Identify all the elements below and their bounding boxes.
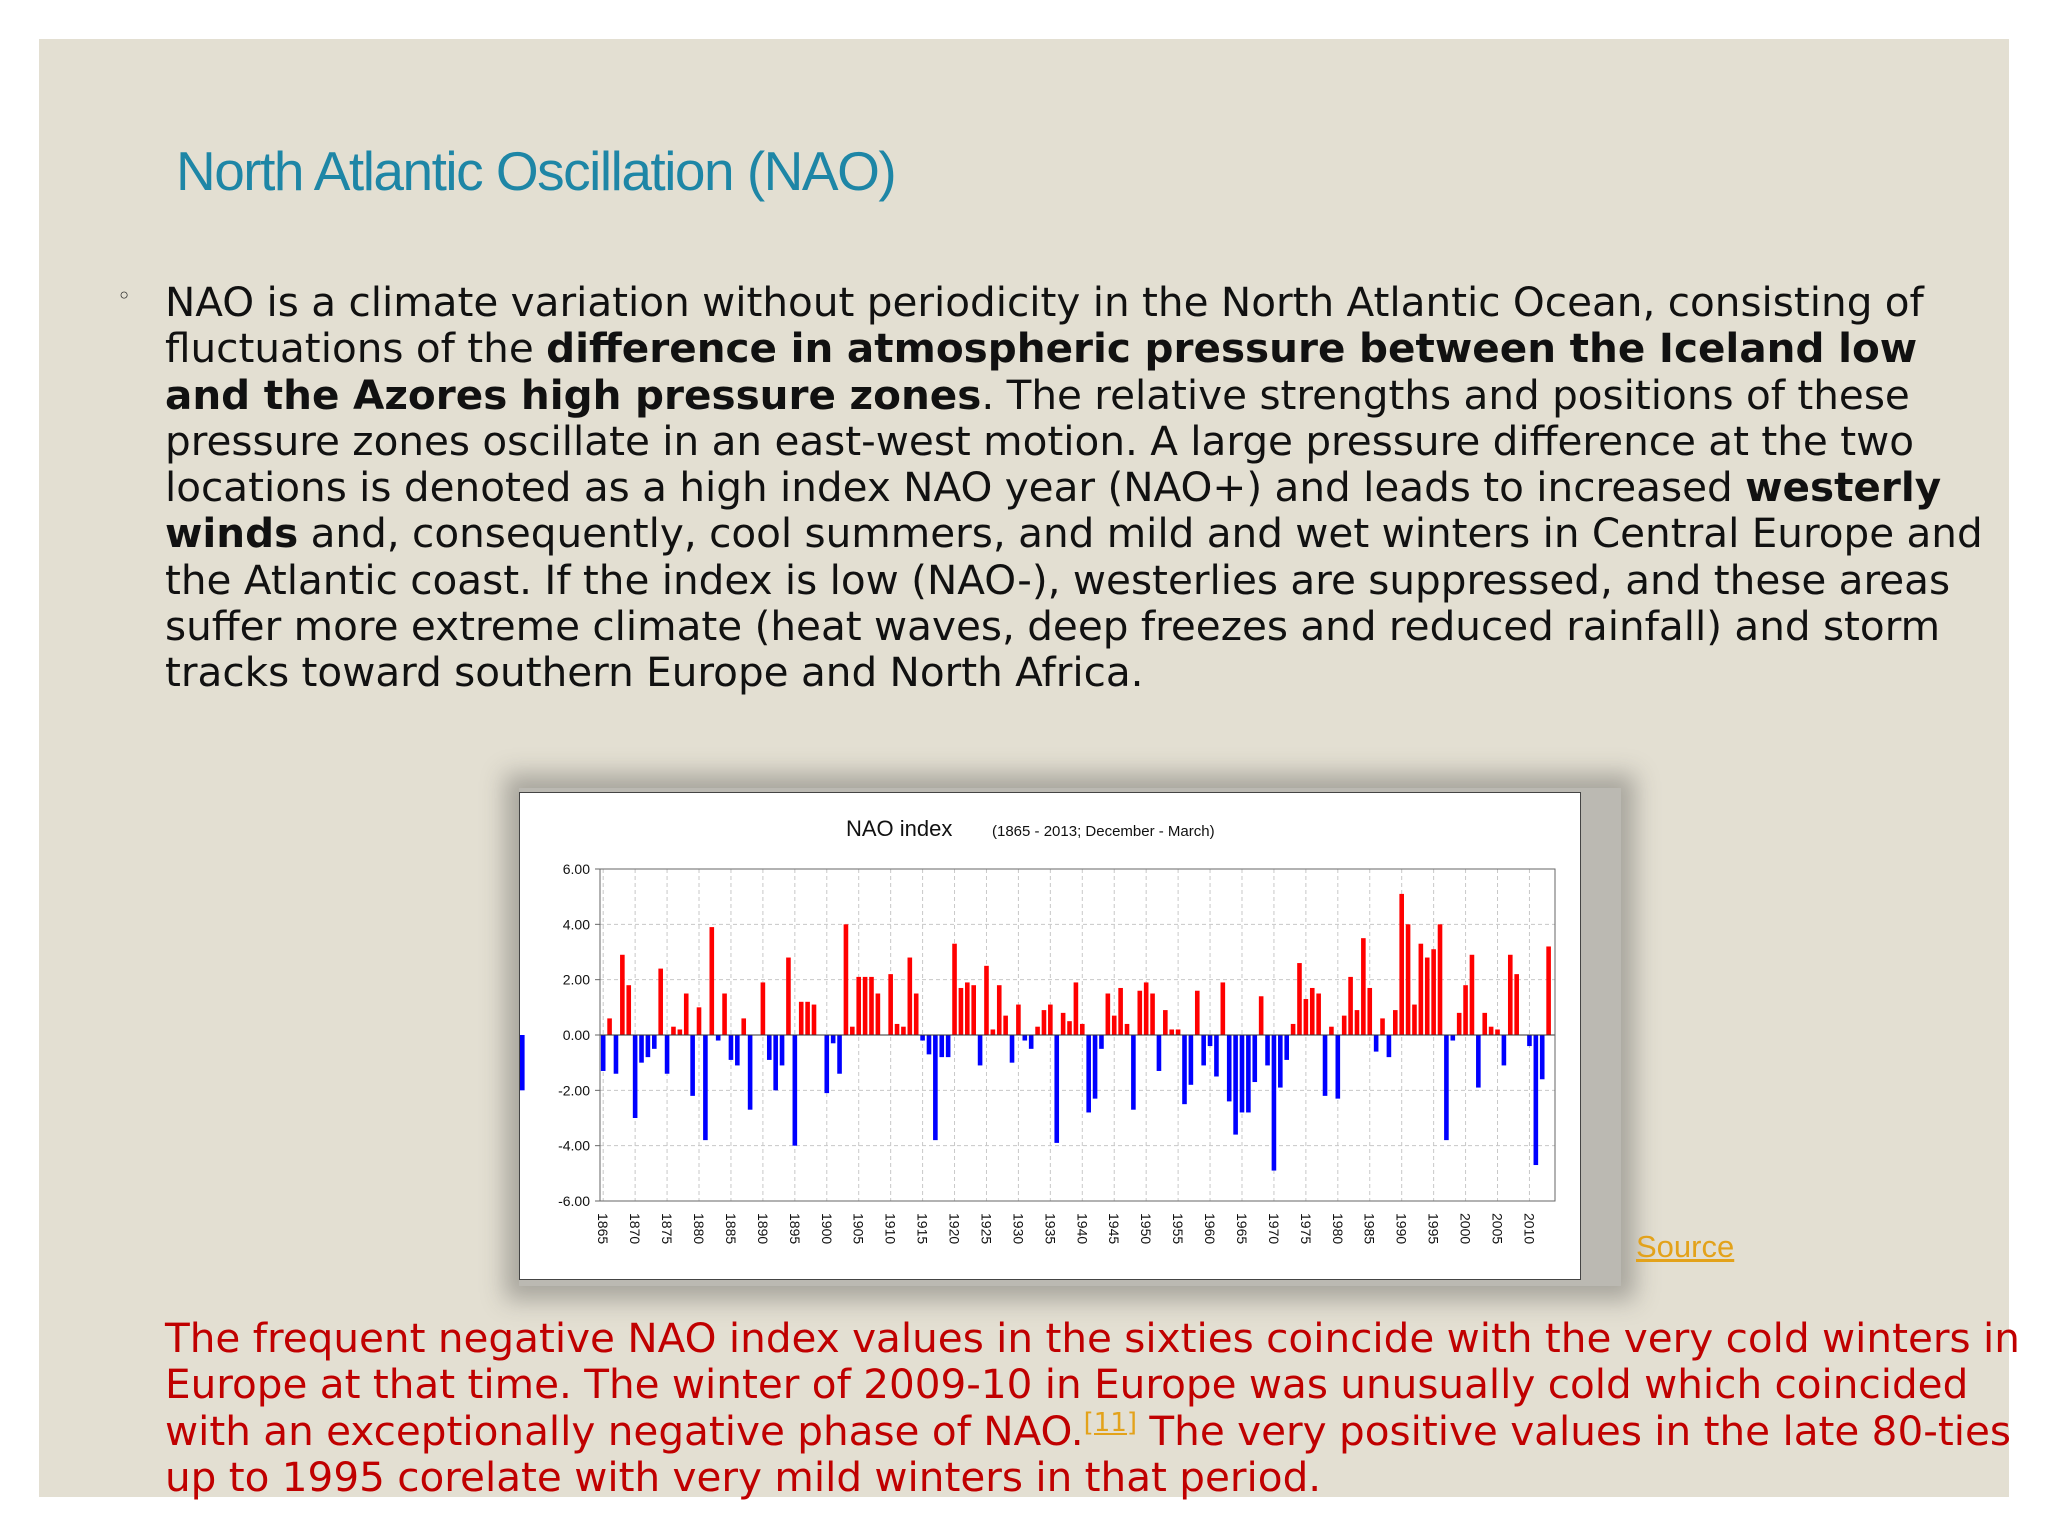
bullet-marker: ◦ bbox=[117, 282, 132, 310]
y-tick-label: 0.00 bbox=[562, 1027, 590, 1043]
nao-bar-1866 bbox=[607, 1018, 612, 1035]
x-tick-label: 1930 bbox=[1010, 1213, 1027, 1245]
nao-bar-1893 bbox=[780, 1035, 785, 1065]
nao-bar-1874 bbox=[658, 969, 663, 1035]
x-tick-label: 2005 bbox=[1489, 1213, 1506, 1245]
nao-bar-1946 bbox=[1118, 988, 1123, 1035]
nao-bar-1898 bbox=[812, 1005, 817, 1035]
nao-bar-1925 bbox=[984, 966, 989, 1035]
nao-bar-1948 bbox=[1131, 1035, 1136, 1110]
body-text-run: . The relative strengths and positions of these pressure zones oscillate in an east-west motion. A large pressure difference at the two locations is denoted as a high index NAO year (NAO+) and leads to increased bbox=[165, 370, 1915, 512]
nao-bar-1901 bbox=[831, 1035, 836, 1043]
nao-bar-1992 bbox=[1412, 1005, 1417, 1035]
x-tick-label: 1890 bbox=[754, 1213, 771, 1245]
body-bold-run: difference in atmospheric pressure between the Iceland low and the Azores high pressure zones bbox=[165, 324, 1918, 419]
chart-subtitle: (1865 - 2013; December - March) bbox=[992, 823, 1215, 840]
nao-bar-1871 bbox=[639, 1035, 644, 1063]
nao-bar-2002 bbox=[1476, 1035, 1481, 1088]
nao-bar-1999 bbox=[1457, 1013, 1462, 1035]
nao-bar-1955 bbox=[1176, 1029, 1181, 1035]
nao-bar-1882 bbox=[709, 927, 714, 1035]
nao-bar-1953 bbox=[1163, 1010, 1168, 1035]
nao-bar-1983 bbox=[1355, 1010, 1360, 1035]
nao-bar-1957 bbox=[1189, 1035, 1194, 1085]
nao-bar-2013 bbox=[1546, 946, 1551, 1035]
nao-bar-2005 bbox=[1495, 1029, 1500, 1035]
nao-bar-1939 bbox=[1074, 982, 1079, 1035]
y-tick-label: 4.00 bbox=[562, 916, 590, 933]
body-text-run: and, consequently, cool summers, and mild and wet winters in Central Europe and the Atlantic coast. If the index is low (NAO-), westerlies are suppressed, and these areas suffer more extreme climate (heat waves, deep freezes and reduced rainfall) and storm tracks toward southern Europe and North Africa. bbox=[165, 509, 1983, 697]
nao-bar-1935 bbox=[1048, 1005, 1053, 1035]
nao-bar-1975 bbox=[1304, 999, 1309, 1035]
source-link[interactable]: Source bbox=[1636, 1229, 1735, 1264]
nao-bar-1908 bbox=[876, 994, 881, 1036]
x-tick-label: 1920 bbox=[946, 1213, 963, 1245]
nao-bar-1959 bbox=[1201, 1035, 1206, 1065]
nao-bar-1954 bbox=[1169, 1029, 1174, 1035]
nao-bar-1944 bbox=[1106, 994, 1111, 1036]
nao-bar-1915 bbox=[920, 1035, 925, 1041]
x-tick-label: 1975 bbox=[1297, 1213, 1314, 1245]
nao-bar-1974 bbox=[1297, 963, 1302, 1035]
nao-bar-1873 bbox=[652, 1035, 657, 1049]
nao-bar-1942 bbox=[1093, 1035, 1098, 1099]
nao-bar-1907 bbox=[869, 977, 874, 1035]
x-tick-label: 1865 bbox=[595, 1213, 612, 1245]
nao-bar-1956 bbox=[1182, 1035, 1187, 1104]
nao-bar-1963 bbox=[1227, 1035, 1232, 1101]
nao-bar-1952 bbox=[1157, 1035, 1162, 1071]
nao-bar-1924 bbox=[978, 1035, 983, 1065]
nao-bar-1884 bbox=[722, 994, 727, 1036]
y-tick-label: -2.00 bbox=[558, 1082, 590, 1099]
note-text-main: The frequent negative NAO index values in the sixties coincide with the very cold winters in Europe at that time. The winter of 2009-10 in Europe was unusually cold which coincided with an exceptionally negative phase of NAO. bbox=[165, 1314, 2020, 1455]
nao-bar-2000 bbox=[1463, 985, 1468, 1035]
nao-bar-1932 bbox=[1029, 1035, 1034, 1049]
nao-bar-1922 bbox=[965, 982, 970, 1035]
y-tick-label: 2.00 bbox=[562, 971, 590, 988]
nao-bar-2001 bbox=[1470, 955, 1475, 1035]
nao-bar-1876 bbox=[671, 1027, 676, 1035]
note-paragraph bbox=[165, 1315, 2025, 1500]
nao-bar-1980 bbox=[1336, 1035, 1341, 1099]
reference-link[interactable]: [11] bbox=[1083, 1407, 1138, 1438]
nao-bar-1892 bbox=[773, 1035, 778, 1090]
nao-bar-1890 bbox=[761, 982, 766, 1035]
nao-bar-1887 bbox=[741, 1018, 746, 1035]
nao-bar-1919 bbox=[946, 1035, 951, 1057]
nao-bar-1979 bbox=[1329, 1027, 1334, 1035]
nao-bar-1895 bbox=[793, 1035, 798, 1146]
nao-bar-1905 bbox=[856, 977, 861, 1035]
x-tick-label: 1910 bbox=[882, 1213, 899, 1245]
x-tick-label: 1900 bbox=[818, 1213, 835, 1245]
nao-bar-1916 bbox=[927, 1035, 932, 1054]
nao-bar-1897 bbox=[805, 1002, 810, 1035]
nao-bar-1997 bbox=[1444, 1035, 1449, 1140]
nao-bar-1880 bbox=[697, 1007, 702, 1035]
nao-bar-1929 bbox=[1010, 1035, 1015, 1063]
nao-bar-1978 bbox=[1323, 1035, 1328, 1096]
nao-bar-1881 bbox=[703, 1035, 708, 1140]
x-tick-label: 1905 bbox=[850, 1213, 867, 1245]
nao-bar-1928 bbox=[1003, 1016, 1008, 1035]
nao-bar-1994 bbox=[1425, 958, 1430, 1035]
nao-bar-1910 bbox=[888, 974, 893, 1035]
x-tick-label: 1940 bbox=[1074, 1213, 1091, 1245]
x-tick-label: 1960 bbox=[1202, 1213, 1219, 1245]
nao-bar-1906 bbox=[863, 977, 868, 1035]
x-tick-label: 1990 bbox=[1393, 1213, 1410, 1245]
nao-bar-1984 bbox=[1361, 938, 1366, 1035]
nao-bar-1943 bbox=[1099, 1035, 1104, 1049]
nao-bar-1912 bbox=[901, 1027, 906, 1035]
nao-bar-1903 bbox=[844, 924, 849, 1035]
nao-bar-1883 bbox=[716, 1035, 721, 1041]
nao-bar-1933 bbox=[1035, 1027, 1040, 1035]
nao-bar-1875 bbox=[665, 1035, 670, 1074]
nao-bar-1981 bbox=[1342, 1016, 1347, 1035]
nao-bar-1938 bbox=[1067, 1021, 1072, 1035]
x-tick-label: 1995 bbox=[1425, 1213, 1442, 1245]
nao-bar-1945 bbox=[1112, 1016, 1117, 1035]
body-paragraph bbox=[165, 279, 2005, 696]
nao-bar-1918 bbox=[939, 1035, 944, 1057]
nao-bar-1927 bbox=[997, 985, 1002, 1035]
x-tick-label: 1985 bbox=[1361, 1213, 1378, 1245]
x-tick-label: 1965 bbox=[1233, 1213, 1250, 1245]
nao-bar-1951 bbox=[1150, 994, 1155, 1036]
nao-bar-undefined bbox=[520, 1035, 525, 1090]
nao-bar-1888 bbox=[748, 1035, 753, 1110]
nao-bar-1886 bbox=[735, 1035, 740, 1065]
nao-bar-1931 bbox=[1022, 1035, 1027, 1041]
x-tick-label: 2010 bbox=[1521, 1213, 1538, 1245]
nao-bar-2010 bbox=[1527, 1035, 1532, 1046]
x-tick-label: 1870 bbox=[627, 1213, 644, 1245]
nao-bar-1936 bbox=[1054, 1035, 1059, 1143]
body-text-run: NAO is a climate variation without periodicity in the North Atlantic Ocean, consisting of fluctuations of the bbox=[165, 278, 1924, 373]
nao-bar-1885 bbox=[729, 1035, 734, 1060]
nao-bar-1989 bbox=[1393, 1010, 1398, 1035]
nao-bar-1934 bbox=[1042, 1010, 1047, 1035]
x-tick-label: 1955 bbox=[1170, 1213, 1187, 1245]
x-tick-label: 1925 bbox=[978, 1213, 995, 1245]
nao-bar-2004 bbox=[1489, 1027, 1494, 1035]
nao-bar-1958 bbox=[1195, 991, 1200, 1035]
y-tick-label: 6.00 bbox=[562, 861, 590, 877]
nao-bar-1961 bbox=[1214, 1035, 1219, 1077]
nao-bar-1937 bbox=[1061, 1013, 1066, 1035]
x-tick-label: 1945 bbox=[1106, 1213, 1123, 1245]
nao-bar-1920 bbox=[952, 944, 957, 1035]
nao-bar-1991 bbox=[1406, 924, 1411, 1035]
nao-bar-1973 bbox=[1291, 1024, 1296, 1035]
nao-bar-1969 bbox=[1265, 1035, 1270, 1065]
x-tick-label: 1895 bbox=[786, 1213, 803, 1245]
nao-bar-1877 bbox=[678, 1029, 683, 1035]
slide bbox=[39, 39, 2020, 1501]
nao-bar-1988 bbox=[1387, 1035, 1392, 1057]
nao-bar-1904 bbox=[850, 1027, 855, 1035]
slide-title: North Atlantic Oscillation (NAO) bbox=[176, 140, 896, 202]
nao-bar-1982 bbox=[1348, 977, 1353, 1035]
x-tick-label: 1935 bbox=[1042, 1213, 1059, 1245]
nao-bar-1966 bbox=[1246, 1035, 1251, 1112]
nao-bar-1914 bbox=[914, 994, 919, 1036]
nao-bar-1949 bbox=[1137, 991, 1142, 1035]
nao-bar-1950 bbox=[1144, 982, 1149, 1035]
y-tick-label: -4.00 bbox=[558, 1137, 590, 1154]
nao-bar-1879 bbox=[690, 1035, 695, 1096]
nao-bar-2003 bbox=[1482, 1013, 1487, 1035]
x-tick-label: 1880 bbox=[691, 1213, 708, 1245]
nao-bar-1917 bbox=[933, 1035, 938, 1140]
nao-bar-1941 bbox=[1086, 1035, 1091, 1112]
nao-bar-1926 bbox=[991, 1029, 996, 1035]
x-tick-label: 1915 bbox=[914, 1213, 931, 1245]
nao-bar-2011 bbox=[1534, 1035, 1539, 1165]
nao-bar-1902 bbox=[837, 1035, 842, 1074]
nao-bar-1867 bbox=[614, 1035, 619, 1074]
nao-bar-1868 bbox=[620, 955, 625, 1035]
nao-bar-1878 bbox=[684, 994, 689, 1036]
nao-bar-2008 bbox=[1514, 974, 1519, 1035]
nao-bar-1971 bbox=[1278, 1035, 1283, 1088]
nao-bar-1940 bbox=[1080, 1024, 1085, 1035]
nao-bar-2012 bbox=[1540, 1035, 1545, 1079]
nao-bar-2007 bbox=[1508, 955, 1513, 1035]
body-bold-run: westerly winds bbox=[165, 463, 1942, 558]
nao-bar-1923 bbox=[971, 985, 976, 1035]
nao-bar-1977 bbox=[1316, 994, 1321, 1036]
nao-bar-1972 bbox=[1284, 1035, 1289, 1060]
nao-bar-1962 bbox=[1221, 982, 1226, 1035]
nao-bar-1976 bbox=[1310, 988, 1315, 1035]
nao-bar-1993 bbox=[1419, 944, 1424, 1035]
nao-bar-1995 bbox=[1431, 949, 1436, 1035]
nao-bar-1900 bbox=[824, 1035, 829, 1093]
nao-bar-1896 bbox=[799, 1002, 804, 1035]
nao-bar-1911 bbox=[895, 1024, 900, 1035]
nao-index-chart bbox=[519, 792, 1581, 1280]
nao-bar-1947 bbox=[1125, 1024, 1130, 1035]
nao-bar-1891 bbox=[767, 1035, 772, 1060]
x-tick-label: 1875 bbox=[659, 1213, 676, 1245]
nao-bar-1996 bbox=[1438, 924, 1443, 1035]
x-tick-label: 1970 bbox=[1265, 1213, 1282, 1245]
y-tick-label: -6.00 bbox=[558, 1193, 590, 1209]
nao-bar-1965 bbox=[1240, 1035, 1245, 1112]
nao-bar-1987 bbox=[1380, 1018, 1385, 1035]
nao-bar-1913 bbox=[908, 958, 913, 1035]
nao-bar-1872 bbox=[646, 1035, 651, 1057]
nao-bar-1985 bbox=[1367, 988, 1372, 1035]
nao-bar-1960 bbox=[1208, 1035, 1213, 1046]
nao-bar-1921 bbox=[959, 988, 964, 1035]
nao-bar-1990 bbox=[1399, 894, 1404, 1035]
x-tick-label: 1980 bbox=[1329, 1213, 1346, 1245]
nao-bar-1968 bbox=[1259, 996, 1264, 1035]
x-tick-label: 1885 bbox=[722, 1213, 739, 1245]
chart-svg bbox=[520, 793, 1580, 1279]
nao-bar-1998 bbox=[1450, 1035, 1455, 1041]
x-tick-label: 2000 bbox=[1457, 1213, 1474, 1245]
nao-bar-1964 bbox=[1233, 1035, 1238, 1135]
nao-bar-1967 bbox=[1252, 1035, 1257, 1082]
x-tick-label: 1950 bbox=[1138, 1213, 1155, 1245]
nao-bar-2006 bbox=[1502, 1035, 1507, 1065]
nao-bar-1970 bbox=[1272, 1035, 1277, 1171]
note-text-end: The very positive values in the late 80-ties up to 1995 corelate with very mild winters in that period. bbox=[165, 1406, 2011, 1501]
nao-bar-1865 bbox=[601, 1035, 606, 1071]
nao-bar-1986 bbox=[1374, 1035, 1379, 1052]
nao-bar-1930 bbox=[1016, 1005, 1021, 1035]
nao-bar-1869 bbox=[626, 985, 631, 1035]
nao-bar-1870 bbox=[633, 1035, 638, 1118]
nao-bar-1894 bbox=[786, 958, 791, 1035]
chart-title: NAO index bbox=[846, 816, 953, 841]
